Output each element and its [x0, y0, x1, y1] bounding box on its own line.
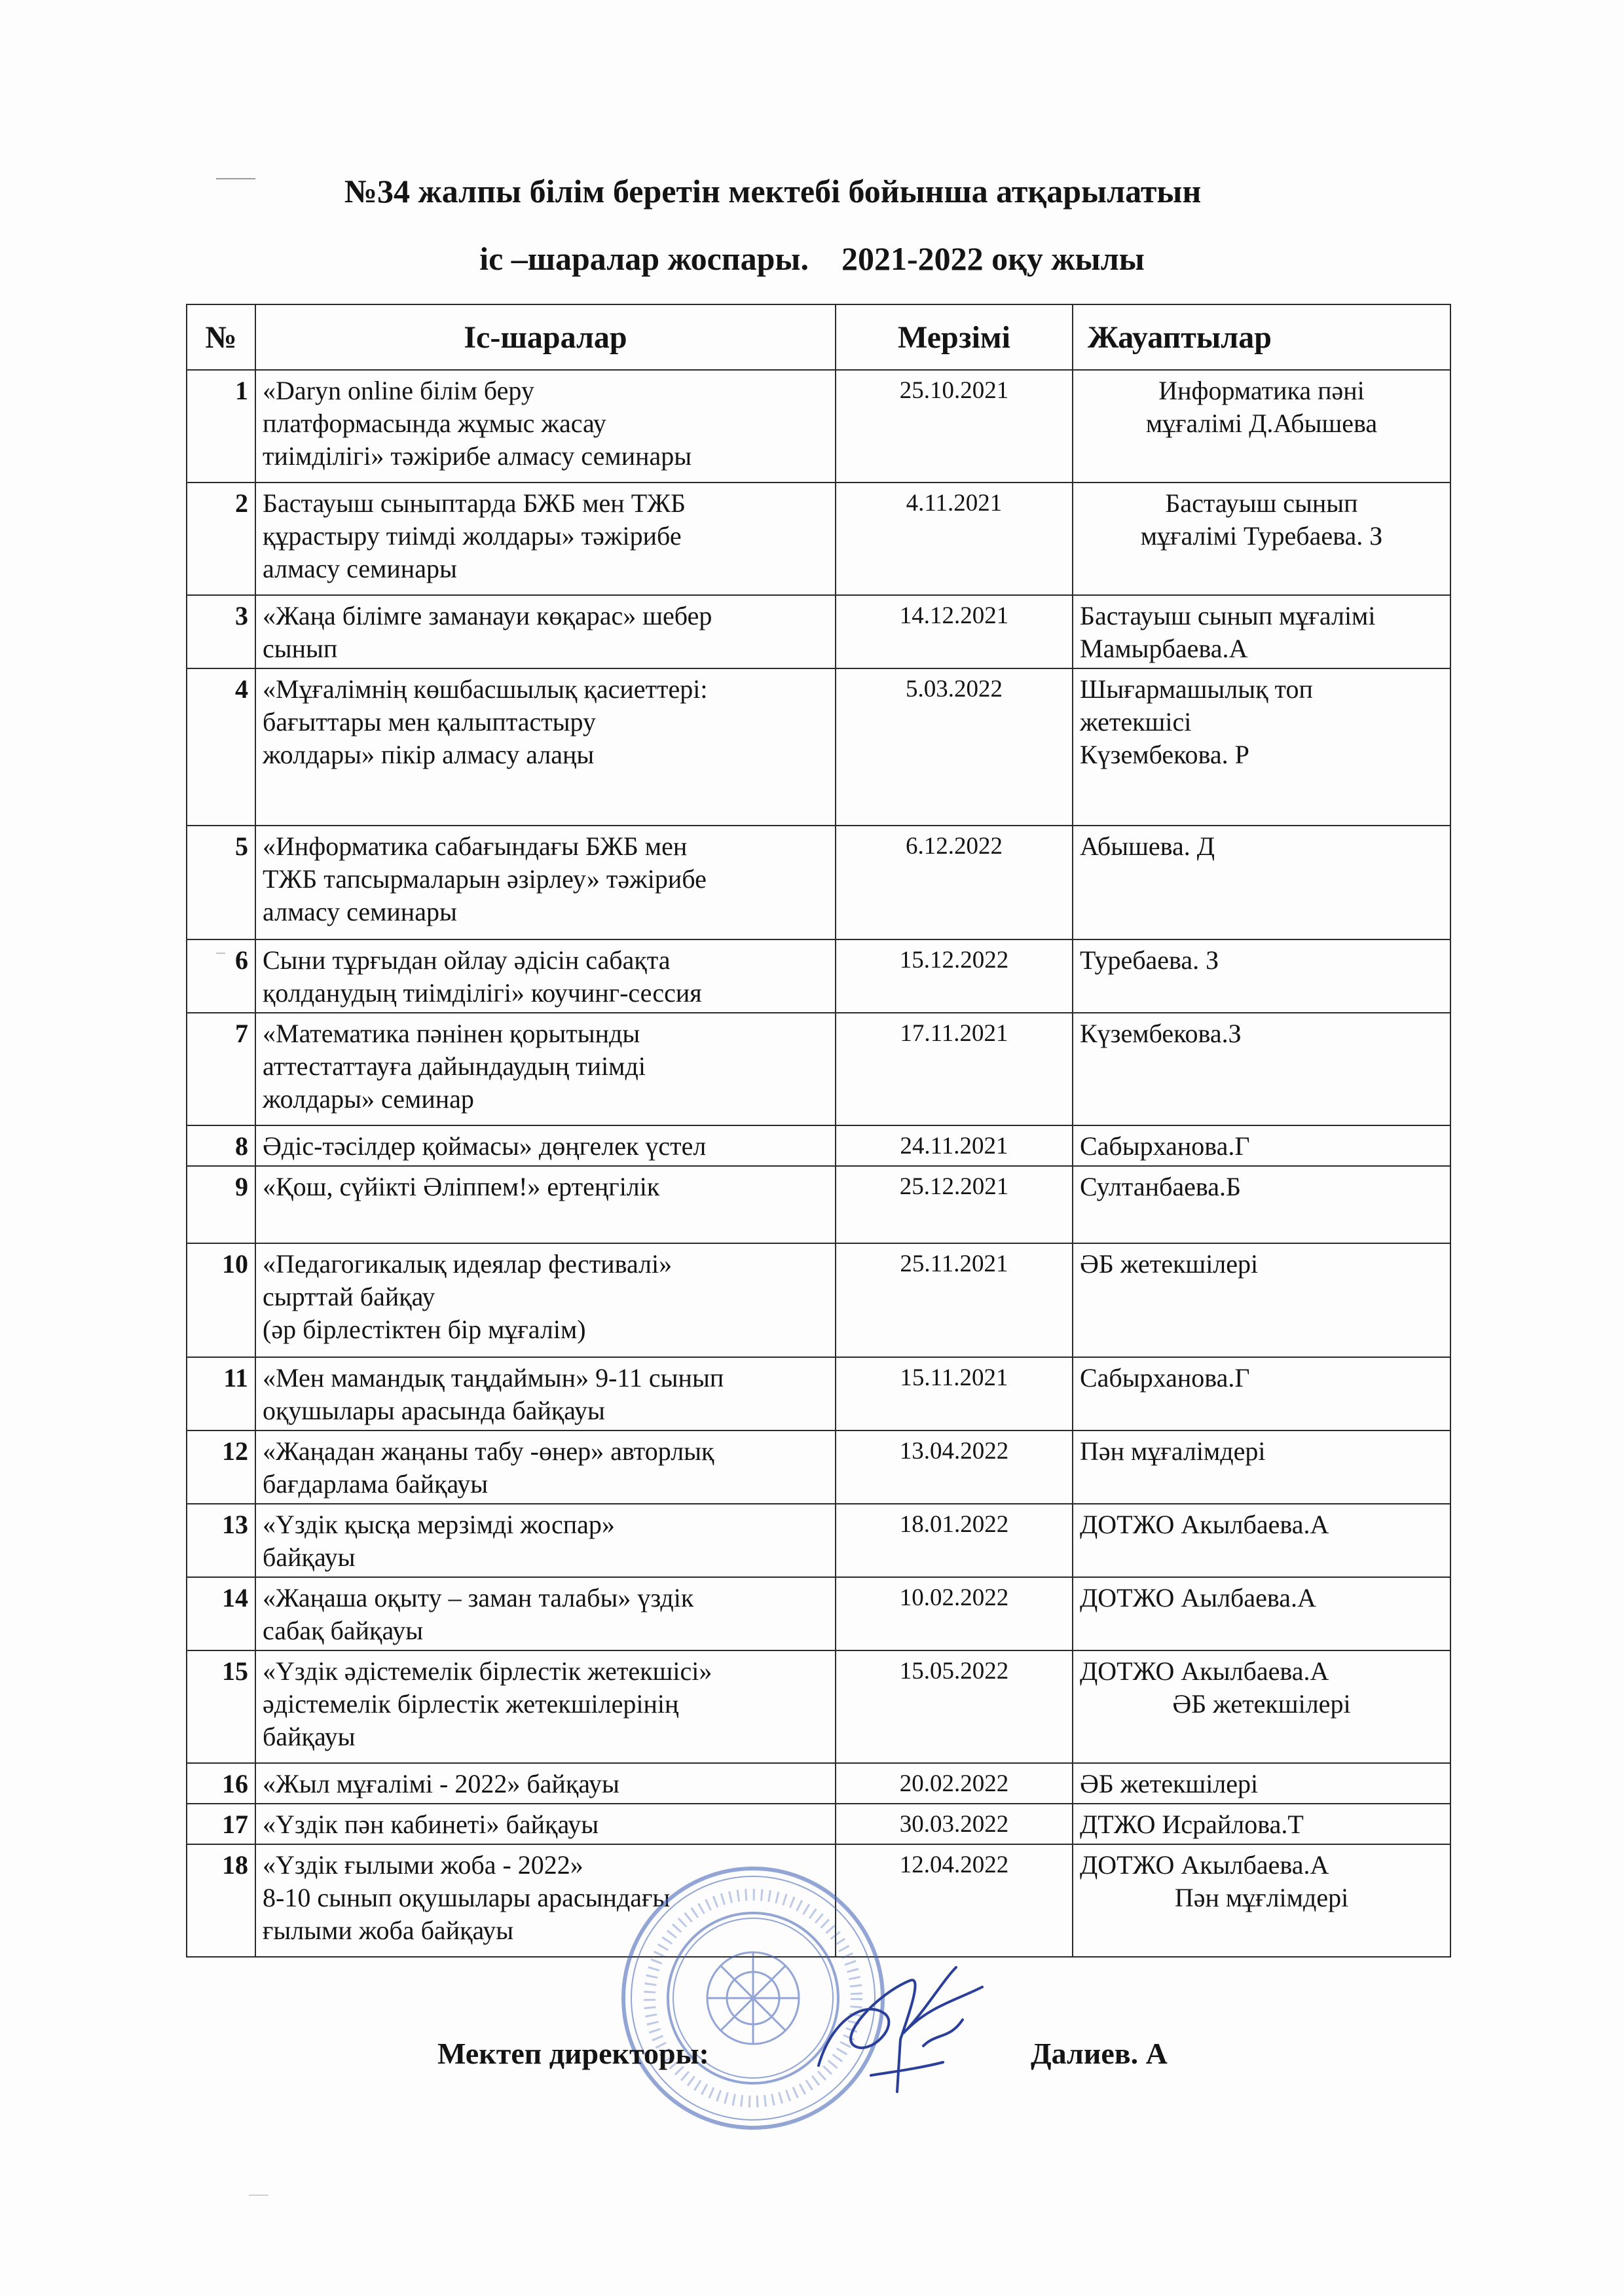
- deadline-cell: 15.11.2021: [836, 1357, 1073, 1430]
- responsible-cell: [1073, 826, 1450, 939]
- responsible-cell: [1073, 1577, 1450, 1650]
- responsible-text-line: ДОТЖО Аылбаева.А: [1080, 1583, 1316, 1613]
- responsible-text-line: жетекшісі: [1080, 707, 1192, 737]
- responsible-cell: [1073, 483, 1450, 595]
- responsible-text-line: Туребаева. З: [1080, 945, 1219, 975]
- row-number: 14: [187, 1577, 255, 1650]
- row-number: 8: [187, 1125, 255, 1166]
- event-cell: [255, 939, 836, 1013]
- header-deadline: Мерзімі: [836, 304, 1073, 370]
- row-number: 5: [187, 826, 255, 939]
- event-text-line: сырттай байқау: [263, 1282, 435, 1311]
- event-cell: [255, 1430, 836, 1504]
- event-text-line: «Үздік ғылыми жоба - 2022»: [263, 1850, 583, 1880]
- event-text-line: сабақ байқауы: [263, 1616, 424, 1645]
- deadline-cell: 10.02.2022: [836, 1577, 1073, 1650]
- responsible-text-line: ӘБ жетекшілері: [1172, 1689, 1351, 1719]
- event-text-line: платформасында жұмыс жасау: [263, 409, 606, 438]
- event-cell: [255, 1125, 836, 1166]
- table-row: [187, 1125, 1450, 1166]
- event-cell: [255, 1166, 836, 1243]
- row-number: 1: [187, 370, 255, 483]
- event-text-line: Сыни тұрғыдан ойлау әдісін сабақта: [263, 945, 671, 975]
- scan-mark: [249, 2195, 268, 2196]
- event-text-line: ТЖБ тапсырмаларын әзірлеу» тәжірибе: [263, 864, 707, 894]
- deadline-cell: 12.04.2022: [836, 1844, 1073, 1957]
- header-responsible: Жауаптылар: [1073, 304, 1450, 370]
- row-number: 15: [187, 1650, 255, 1763]
- table-row: [187, 370, 1450, 483]
- deadline-cell: 25.11.2021: [836, 1243, 1073, 1357]
- event-cell: [255, 483, 836, 595]
- event-cell: [255, 668, 836, 826]
- row-number: 7: [187, 1013, 255, 1125]
- header-events: Іс-шаралар: [255, 304, 836, 370]
- deadline-cell: 25.12.2021: [836, 1166, 1073, 1243]
- responsible-text-line: ӘБ жетекшілері: [1080, 1769, 1259, 1798]
- deadline-cell: 18.01.2022: [836, 1504, 1073, 1577]
- event-text-line: сынып: [263, 634, 338, 663]
- responsible-text-line: Бастауыш сынып: [1165, 488, 1358, 518]
- event-text-line: «Информатика сабағындағы БЖБ мен: [263, 831, 688, 861]
- event-cell: [255, 826, 836, 939]
- table-row: [187, 1763, 1450, 1804]
- table-row: [187, 939, 1450, 1013]
- table-row: [187, 1166, 1450, 1243]
- deadline-cell: 20.02.2022: [836, 1763, 1073, 1804]
- deadline-cell: 15.05.2022: [836, 1650, 1073, 1763]
- event-text-line: Әдіс-тәсілдер қоймасы» дөңгелек үстел: [263, 1131, 707, 1161]
- event-text-line: «Жыл мұғалімі - 2022» байқауы: [263, 1769, 619, 1798]
- header-number: №: [187, 304, 255, 370]
- event-text-line: «Математика пәнінен қорытынды: [263, 1019, 640, 1048]
- responsible-text-line: мұғалімі Туребаева. З: [1140, 521, 1383, 551]
- responsible-text-line: ӘБ жетекшілері: [1080, 1249, 1259, 1279]
- event-text-line: «Мұғалімнің көшбасшылық қасиеттері:: [263, 674, 708, 704]
- table-row: [187, 1804, 1450, 1844]
- responsible-text-line: Шығармашылық топ: [1080, 674, 1313, 704]
- deadline-cell: 13.04.2022: [836, 1430, 1073, 1504]
- deadline-cell: 25.10.2021: [836, 370, 1073, 483]
- row-number: 17: [187, 1804, 255, 1844]
- responsible-text-line: ДОТЖО Акылбаева.А: [1080, 1850, 1329, 1880]
- deadline-cell: 5.03.2022: [836, 668, 1073, 826]
- event-text-line: «Үздік әдістемелік бірлестік жетекшісі»: [263, 1656, 712, 1686]
- responsible-text-line: Сабырханова.Г: [1080, 1363, 1250, 1393]
- responsible-text-line: Пән мұғлімдері: [1174, 1883, 1349, 1912]
- event-cell: [255, 1650, 836, 1763]
- table-row: [187, 826, 1450, 939]
- event-text-line: «Мен мамандық таңдаймын» 9-11 сынып: [263, 1363, 724, 1393]
- table-row: [187, 1013, 1450, 1125]
- event-cell: [255, 1357, 836, 1430]
- event-text-line: «Жаңа білімге заманауи көқарас» шебер: [263, 601, 712, 630]
- responsible-cell: [1073, 1650, 1450, 1763]
- table-row: [187, 1577, 1450, 1650]
- deadline-cell: 6.12.2022: [836, 826, 1073, 939]
- responsible-text-line: Күзембекова. Р: [1080, 740, 1249, 769]
- event-text-line: бағыттары мен қалыптастыру: [263, 707, 597, 737]
- event-text-line: құрастыру тиімді жолдары» тәжірибе: [263, 521, 682, 551]
- event-text-line: «Жаңадан жаңаны табу -өнер» авторлық: [263, 1436, 714, 1466]
- event-text-line: «Педагогикалық идеялар фестивалі»: [263, 1249, 673, 1279]
- event-text-line: тиімділігі» тәжірибе алмасу семинары: [263, 441, 692, 471]
- table-row: [187, 483, 1450, 595]
- table-row: [187, 595, 1450, 668]
- responsible-cell: [1073, 1166, 1450, 1243]
- director-name: Далиев. А: [1031, 2037, 1168, 2070]
- table-header-row: [187, 304, 1450, 370]
- row-number: 13: [187, 1504, 255, 1577]
- responsible-cell: [1073, 370, 1450, 483]
- event-text-line: Бастауыш сыныптарда БЖБ мен ТЖБ: [263, 488, 686, 518]
- deadline-cell: 4.11.2021: [836, 483, 1073, 595]
- responsible-cell: [1073, 1013, 1450, 1125]
- responsible-text-line: Күзембекова.З: [1080, 1019, 1242, 1048]
- deadline-cell: 24.11.2021: [836, 1125, 1073, 1166]
- table-row: [187, 1504, 1450, 1577]
- deadline-cell: 14.12.2021: [836, 595, 1073, 668]
- deadline-cell: 15.12.2022: [836, 939, 1073, 1013]
- responsible-cell: [1073, 1125, 1450, 1166]
- responsible-cell: [1073, 1243, 1450, 1357]
- event-text-line: жолдары» семинар: [263, 1084, 474, 1114]
- subtitle-plan: іс –шаралар жоспары.: [479, 240, 809, 277]
- responsible-cell: [1073, 939, 1450, 1013]
- responsible-text-line: Мамырбаева.А: [1080, 634, 1248, 663]
- responsible-text-line: Информатика пәні: [1158, 376, 1365, 405]
- event-text-line: «Daryn online білім беру: [263, 376, 534, 405]
- table-body: [187, 370, 1450, 1957]
- document-title: №34 жалпы білім беретін мектебі бойынша атқарылатын: [344, 173, 1202, 210]
- event-text-line: (әр бірлестіктен бір мұғалім): [263, 1315, 586, 1344]
- row-number: 16: [187, 1763, 255, 1804]
- responsible-text-line: Абышева. Д: [1080, 831, 1215, 861]
- responsible-text-line: Сабырханова.Г: [1080, 1131, 1250, 1161]
- row-number: 12: [187, 1430, 255, 1504]
- table-row: [187, 1357, 1450, 1430]
- row-number: 3: [187, 595, 255, 668]
- event-text-line: әдістемелік бірлестік жетекшілерінің: [263, 1689, 679, 1719]
- row-number: 9: [187, 1166, 255, 1243]
- responsible-text-line: ДТЖО Исрайлова.Т: [1080, 1810, 1304, 1839]
- row-number: 10: [187, 1243, 255, 1357]
- event-text-line: жолдары» пікір алмасу алаңы: [263, 740, 595, 769]
- row-number: 18: [187, 1844, 255, 1957]
- responsible-cell: [1073, 1763, 1450, 1804]
- document-subtitle: [0, 239, 1624, 278]
- event-text-line: «Үздік қысқа мерзімді жоспар»: [263, 1510, 615, 1539]
- responsible-text-line: Пән мұғалімдері: [1080, 1436, 1266, 1466]
- table-row: [187, 668, 1450, 826]
- event-text-line: «Жаңаша оқыту – заман талабы» үздік: [263, 1583, 694, 1613]
- event-text-line: 8-10 сынып оқушылары арасындағы: [263, 1883, 671, 1912]
- event-text-line: қолданудың тиімділігі» коучинг-сессия: [263, 978, 702, 1008]
- event-text-line: «Үздік пән кабинеті» байқауы: [263, 1810, 599, 1839]
- event-cell: [255, 595, 836, 668]
- responsible-text-line: Бастауыш сынып мұғалімі: [1080, 601, 1376, 630]
- responsible-text-line: мұғалімі Д.Абышева: [1145, 409, 1378, 438]
- event-text-line: аттестаттауға дайындаудың тиімді: [263, 1051, 646, 1081]
- deadline-cell: 17.11.2021: [836, 1013, 1073, 1125]
- row-number: 2: [187, 483, 255, 595]
- event-text-line: байқауы: [263, 1542, 356, 1572]
- subtitle-year: 2021-2022 оқу жылы: [841, 240, 1145, 277]
- event-cell: [255, 370, 836, 483]
- event-cell: [255, 1243, 836, 1357]
- responsible-cell: [1073, 1504, 1450, 1577]
- responsible-cell: [1073, 1430, 1450, 1504]
- row-number: 11: [187, 1357, 255, 1430]
- deadline-cell: 30.03.2022: [836, 1804, 1073, 1844]
- responsible-cell: [1073, 1844, 1450, 1957]
- events-plan-table: [186, 304, 1451, 1958]
- responsible-text-line: ДОТЖО Акылбаева.А: [1080, 1656, 1329, 1686]
- event-cell: [255, 1577, 836, 1650]
- row-number: 6: [187, 939, 255, 1013]
- table-row: [187, 1243, 1450, 1357]
- table-row: [187, 1650, 1450, 1763]
- event-cell: [255, 1504, 836, 1577]
- responsible-cell: [1073, 1804, 1450, 1844]
- table-row: [187, 1430, 1450, 1504]
- event-text-line: «Қош, сүйікті Әліппем!» ертеңгілік: [263, 1172, 660, 1201]
- director-signature: [792, 1941, 1008, 2111]
- row-number: 4: [187, 668, 255, 826]
- event-text-line: алмасу семинары: [263, 897, 457, 926]
- event-cell: [255, 1763, 836, 1804]
- event-text-line: алмасу семинары: [263, 554, 457, 583]
- signature-label: Мектеп директоры:: [437, 2037, 709, 2070]
- event-text-line: оқушылары арасында байқауы: [263, 1396, 605, 1425]
- responsible-text-line: Султанбаева.Б: [1080, 1172, 1241, 1201]
- responsible-cell: [1073, 1357, 1450, 1430]
- event-text-line: бағдарлама байқауы: [263, 1469, 489, 1499]
- responsible-cell: [1073, 668, 1450, 826]
- event-text-line: байқауы: [263, 1722, 356, 1751]
- event-cell: [255, 1804, 836, 1844]
- event-cell: [255, 1013, 836, 1125]
- responsible-cell: [1073, 595, 1450, 668]
- responsible-text-line: ДОТЖО Акылбаева.А: [1080, 1510, 1329, 1539]
- event-text-line: ғылыми жоба байқауы: [263, 1916, 514, 1945]
